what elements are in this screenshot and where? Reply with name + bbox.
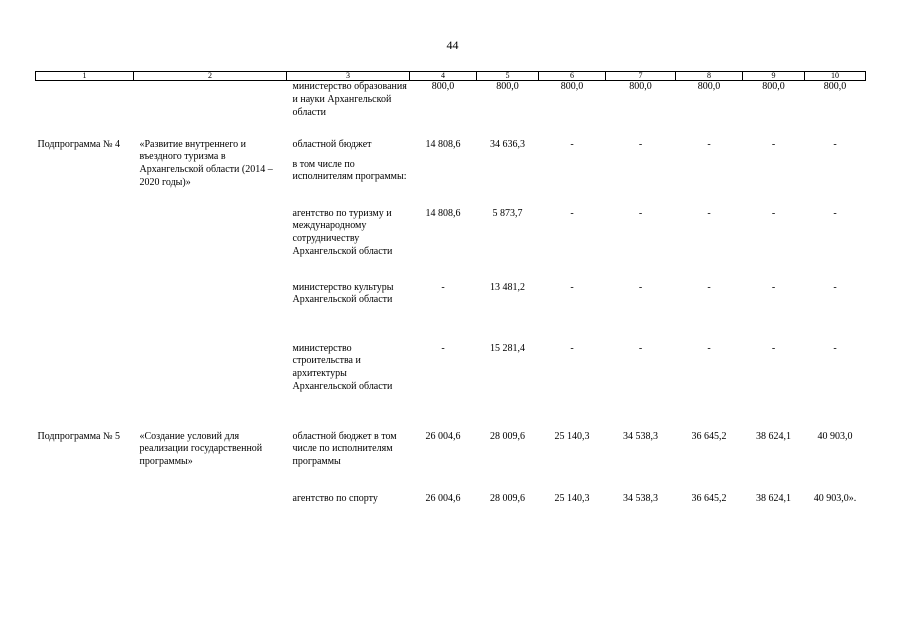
table-row — [36, 493, 866, 513]
value-cell: 38 624,1 — [756, 492, 791, 504]
value-cell: - — [833, 207, 837, 219]
subprogram-cell — [36, 81, 134, 139]
subprogram-cell: Подпрограмма № 5 — [37, 430, 120, 442]
value-cell — [743, 159, 805, 208]
subprogram-title-cell — [134, 208, 287, 282]
value-cell: 14 808,6 — [425, 207, 461, 219]
header-cell: 5 — [477, 72, 539, 81]
value-cell: 800,0 — [629, 81, 652, 92]
subprogram-cell — [36, 282, 134, 343]
header-cell: 1 — [36, 72, 134, 81]
subprogram-title-cell — [134, 493, 287, 513]
table-row — [36, 343, 866, 431]
value-cell: 800,0 — [697, 81, 721, 92]
value-cell: 800,0 — [431, 81, 455, 92]
value-cell: - — [441, 342, 445, 354]
value-cell: 34 538,3 — [623, 492, 658, 504]
value-cell: 34 636,3 — [490, 138, 525, 150]
page-number: 44 — [446, 38, 459, 52]
value-cell: 38 624,1 — [756, 430, 791, 442]
value-cell: 26 004,6 — [425, 430, 461, 442]
value-cell: 800,0 — [560, 81, 584, 92]
executor-cell: агентство по туризму и международному сотрудничеству Архангельской области — [292, 207, 393, 257]
executor-cell: министерство строительства и архитектуры Архангельской области — [292, 342, 393, 392]
value-cell: - — [833, 138, 837, 150]
table-row — [36, 282, 866, 343]
executor-cell: агентство по спорту — [292, 492, 378, 504]
subprogram-cell — [36, 208, 134, 282]
value-cell: 25 140,3 — [554, 492, 590, 504]
executor-cell: областной бюджет — [292, 138, 372, 150]
value-cell: 14 808,6 — [425, 138, 461, 150]
subprogram-title-cell — [134, 81, 287, 139]
value-cell: 800,0 — [496, 81, 519, 92]
executor-cell: областной бюджет в том числе по исполнителям программы — [292, 430, 397, 468]
header-cell: 7 — [606, 72, 676, 81]
subprogram-title-cell — [134, 282, 287, 343]
header-cell: 2 — [134, 72, 287, 81]
value-cell: - — [638, 138, 643, 150]
value-cell — [410, 159, 477, 208]
header-cell: 10 — [805, 72, 866, 81]
value-cell — [606, 159, 676, 208]
value-cell: 800,0 — [823, 81, 847, 92]
value-cell: - — [570, 138, 574, 150]
value-cell: - — [638, 207, 643, 219]
value-cell: - — [570, 281, 574, 293]
value-cell: - — [441, 281, 445, 293]
value-cell: 40 903,0 — [817, 430, 853, 442]
executor-cell: министерство образования и науки Архангельской области — [292, 81, 407, 118]
value-cell: - — [707, 207, 711, 219]
header-cell: 6 — [539, 72, 606, 81]
header-row — [36, 72, 866, 81]
value-cell — [539, 159, 606, 208]
header-cell: 3 — [287, 72, 410, 81]
value-cell: 40 903,0». — [813, 492, 857, 504]
table-row — [36, 208, 866, 282]
value-cell: 34 538,3 — [623, 430, 658, 442]
executor-cell: в том числе по исполнителям программы: — [292, 158, 407, 183]
subprogram-cell — [36, 493, 134, 513]
header-cell: 9 — [743, 72, 805, 81]
value-cell: - — [638, 342, 643, 354]
header-cell: 4 — [410, 72, 477, 81]
value-cell: - — [833, 342, 837, 354]
value-cell: - — [570, 207, 574, 219]
value-cell: 15 281,4 — [490, 342, 525, 354]
budget-table — [35, 71, 866, 513]
subprogram-cell — [36, 343, 134, 431]
subprogram-cell: Подпрограмма № 4 — [37, 138, 120, 150]
value-cell: - — [833, 281, 837, 293]
value-cell: 28 009,6 — [490, 492, 525, 504]
value-cell — [676, 159, 743, 208]
value-cell: - — [570, 342, 574, 354]
table-row — [36, 81, 866, 139]
value-cell — [805, 159, 866, 208]
value-cell: 800,0 — [762, 81, 785, 92]
value-cell: - — [707, 281, 711, 293]
value-cell: - — [707, 138, 711, 150]
executor-cell: министерство культуры Архангельской области — [292, 281, 394, 306]
table-row — [36, 139, 866, 159]
value-cell: - — [638, 281, 643, 293]
subprogram-title-cell: «Развитие внутреннего и въездного туризма в Архангельской области (2014 – 2020 годы)» — [139, 138, 273, 188]
value-cell: 36 645,2 — [691, 492, 727, 504]
value-cell — [477, 159, 539, 208]
value-cell: - — [771, 207, 776, 219]
table-row — [36, 431, 866, 493]
value-cell: - — [771, 138, 776, 150]
value-cell: 13 481,2 — [490, 281, 525, 293]
value-cell: - — [771, 281, 776, 293]
value-cell: - — [707, 342, 711, 354]
subprogram-title-cell — [134, 343, 287, 431]
value-cell: 26 004,6 — [425, 492, 461, 504]
value-cell: 25 140,3 — [554, 430, 590, 442]
value-cell: - — [771, 342, 776, 354]
value-cell: 5 873,7 — [492, 207, 523, 219]
value-cell: 36 645,2 — [691, 430, 727, 442]
subprogram-title-cell: «Создание условий для реализации государственной программы» — [139, 430, 263, 468]
header-cell: 8 — [676, 72, 743, 81]
value-cell: 28 009,6 — [490, 430, 525, 442]
